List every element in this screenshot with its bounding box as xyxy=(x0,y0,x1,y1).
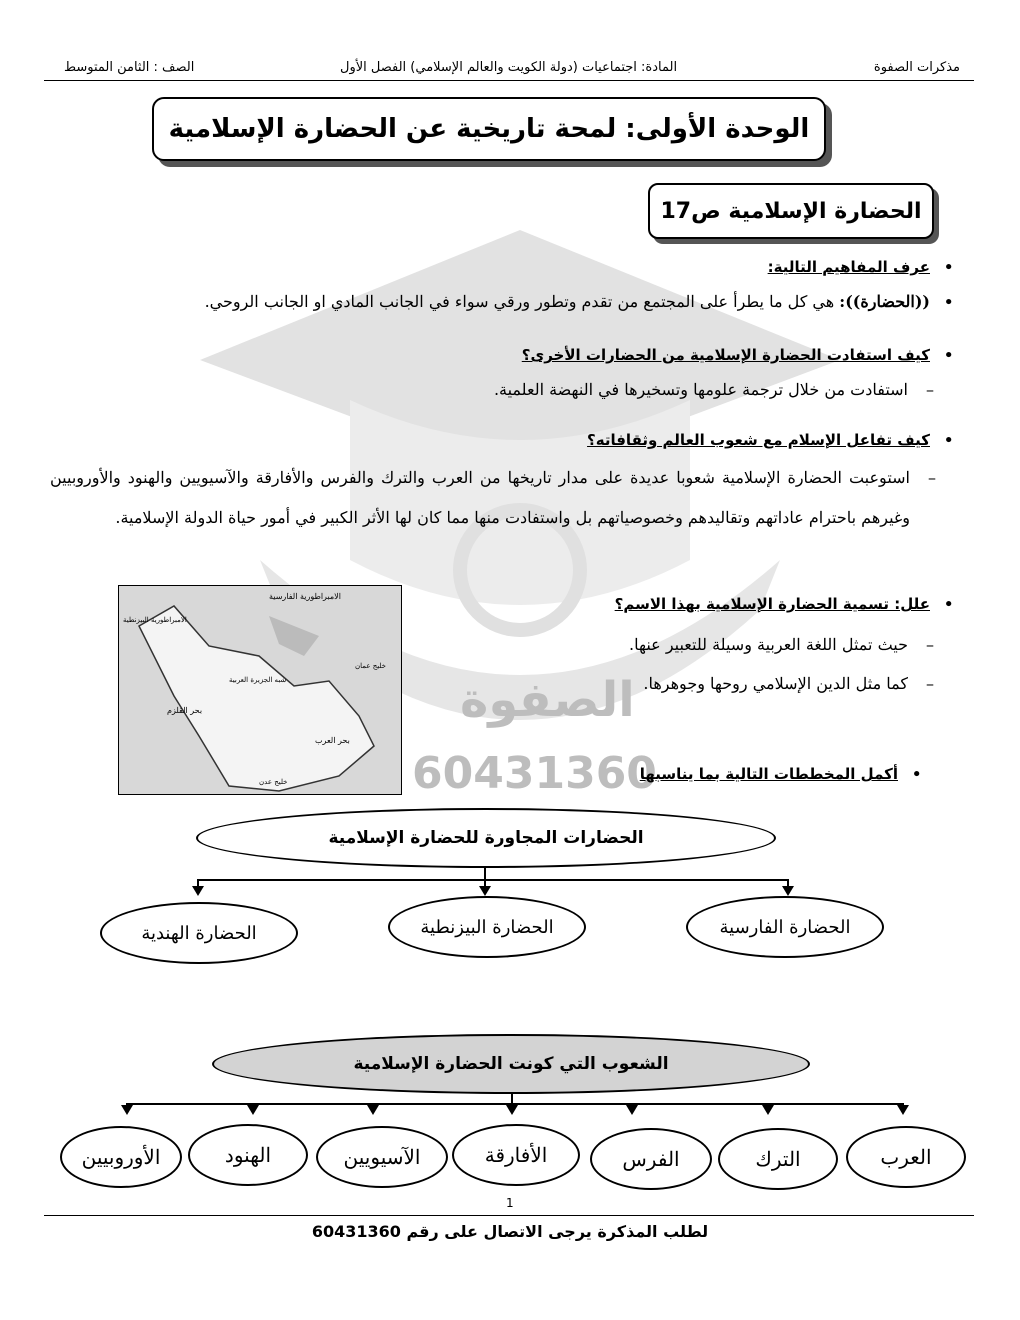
answer-3-1: – حيث تمثل اللغة العربية وسيلة للتعبير عنها. xyxy=(629,635,908,654)
watermark-phone: 60431360 xyxy=(412,748,657,799)
question-1: • كيف استفادت الحضارة الإسلامية من الحضارات الأخرى؟ xyxy=(522,345,930,364)
diagram2-item-europeans: الأوروبيين xyxy=(60,1126,182,1188)
diagram2-item-arabs: العرب xyxy=(846,1126,966,1188)
header-center: المادة: اجتماعيات (دولة الكويت والعالم الإسلامي) الفصل الأول xyxy=(340,60,678,75)
header-rule xyxy=(44,80,974,81)
diagram2-title: الشعوب التي كونت الحضارة الإسلامية xyxy=(212,1034,810,1094)
map-label-byzantine: الامبراطورية البيزنطية xyxy=(123,616,187,624)
diagram2-arrow xyxy=(506,1105,518,1115)
diagram2-item-turks: الترك xyxy=(718,1128,838,1190)
civ-term: ((الحضارة)): xyxy=(839,292,930,311)
diagram2-item-persians: الفرس xyxy=(590,1128,712,1190)
map-label-arab-sea: بحر العرب xyxy=(315,736,350,745)
header-left: الصف : الثامن المتوسط xyxy=(64,60,195,75)
diagram2-arrow xyxy=(367,1105,379,1115)
question-3: • علل: تسمية الحضارة الإسلامية بهذا الاسم؟ xyxy=(615,594,930,613)
map-label-oman: خليج عمان xyxy=(355,662,386,670)
diagram1-stem xyxy=(484,866,486,880)
map-label-red-sea: بحر القلزم xyxy=(167,706,203,715)
watermark-name: الصفوة xyxy=(460,672,635,728)
unit-title-box xyxy=(152,97,826,161)
diagram1-item-persian: الحضارة الفارسية xyxy=(686,896,884,958)
define-heading: • عرف المفاهيم التالية: xyxy=(768,257,930,276)
diagram1-item-byzantine: الحضارة البيزنطية xyxy=(388,896,586,958)
diagram1-arrow xyxy=(192,886,204,896)
complete-heading: • أكمل المخططات التالية بما يناسبها xyxy=(640,764,898,783)
arabian-peninsula-map xyxy=(118,585,402,795)
diagram2-arrow xyxy=(121,1105,133,1115)
answer-2: – استوعبت الحضارة الإسلامية شعوبا عديدة على مدار تاريخها من العرب والترك والفرس والأفارقة والآسيويين والهنود والأوروبيين وغيرهم باحترام عاداتهم وتقاليدهم وخصوصياتهم بل واستفادت منها مما كان لها الأثر الكبير في أمور حياة الدولة الإسلامية. xyxy=(50,458,910,538)
footer-rule xyxy=(44,1215,974,1216)
diagram1-arrow xyxy=(782,886,794,896)
diagram1-title: الحضارات المجاورة للحضارة الإسلامية xyxy=(196,808,776,868)
diagram2-arrow xyxy=(762,1105,774,1115)
question-2: • كيف تفاعل الإسلام مع شعوب العالم وثقافاته؟ xyxy=(587,430,930,449)
answer-1: – استفادت من خلال ترجمة علومها وتسخيرها في النهضة العلمية. xyxy=(494,380,908,399)
diagram2-item-indians: الهنود xyxy=(188,1124,308,1186)
diagram2-arrow xyxy=(897,1105,909,1115)
civ-def: هي كل ما يطرأ على المجتمع من تقدم وتطور ورقي سواء في الجانب المادي او الجانب الروحي. xyxy=(204,292,835,311)
diagram2-item-africans: الأفارقة xyxy=(452,1124,580,1186)
answer-3-2: – كما مثل الدين الإسلامي روحها وجوهرها. xyxy=(643,674,908,693)
civ-definition xyxy=(205,292,930,311)
header-right: مذكرات الصفوة xyxy=(873,60,960,75)
unit-title: الوحدة الأولى: لمحة تاريخية عن الحضارة الإسلامية xyxy=(168,114,810,144)
diagram1-arrow xyxy=(479,886,491,896)
page-number: 1 xyxy=(506,1196,514,1210)
diagram1-item-indian: الحضارة الهندية xyxy=(100,902,298,964)
diagram2-arrow xyxy=(247,1105,259,1115)
diagram1-bar xyxy=(197,879,789,881)
footer-text: لطلب المذكرة يرجى الاتصال على رقم 60431360 xyxy=(311,1222,709,1241)
map-label-persian: الامبراطورية الفارسية xyxy=(269,592,341,601)
map-label-peninsula: شبه الجزيرة العربية xyxy=(229,676,287,684)
section-title: الحضارة الإسلامية ص17 xyxy=(660,198,922,224)
section-title-box xyxy=(648,183,934,239)
map-label-aden: خليج عدن xyxy=(259,778,288,786)
diagram2-arrow xyxy=(626,1105,638,1115)
diagram2-item-asians: الآسيويين xyxy=(316,1126,448,1188)
